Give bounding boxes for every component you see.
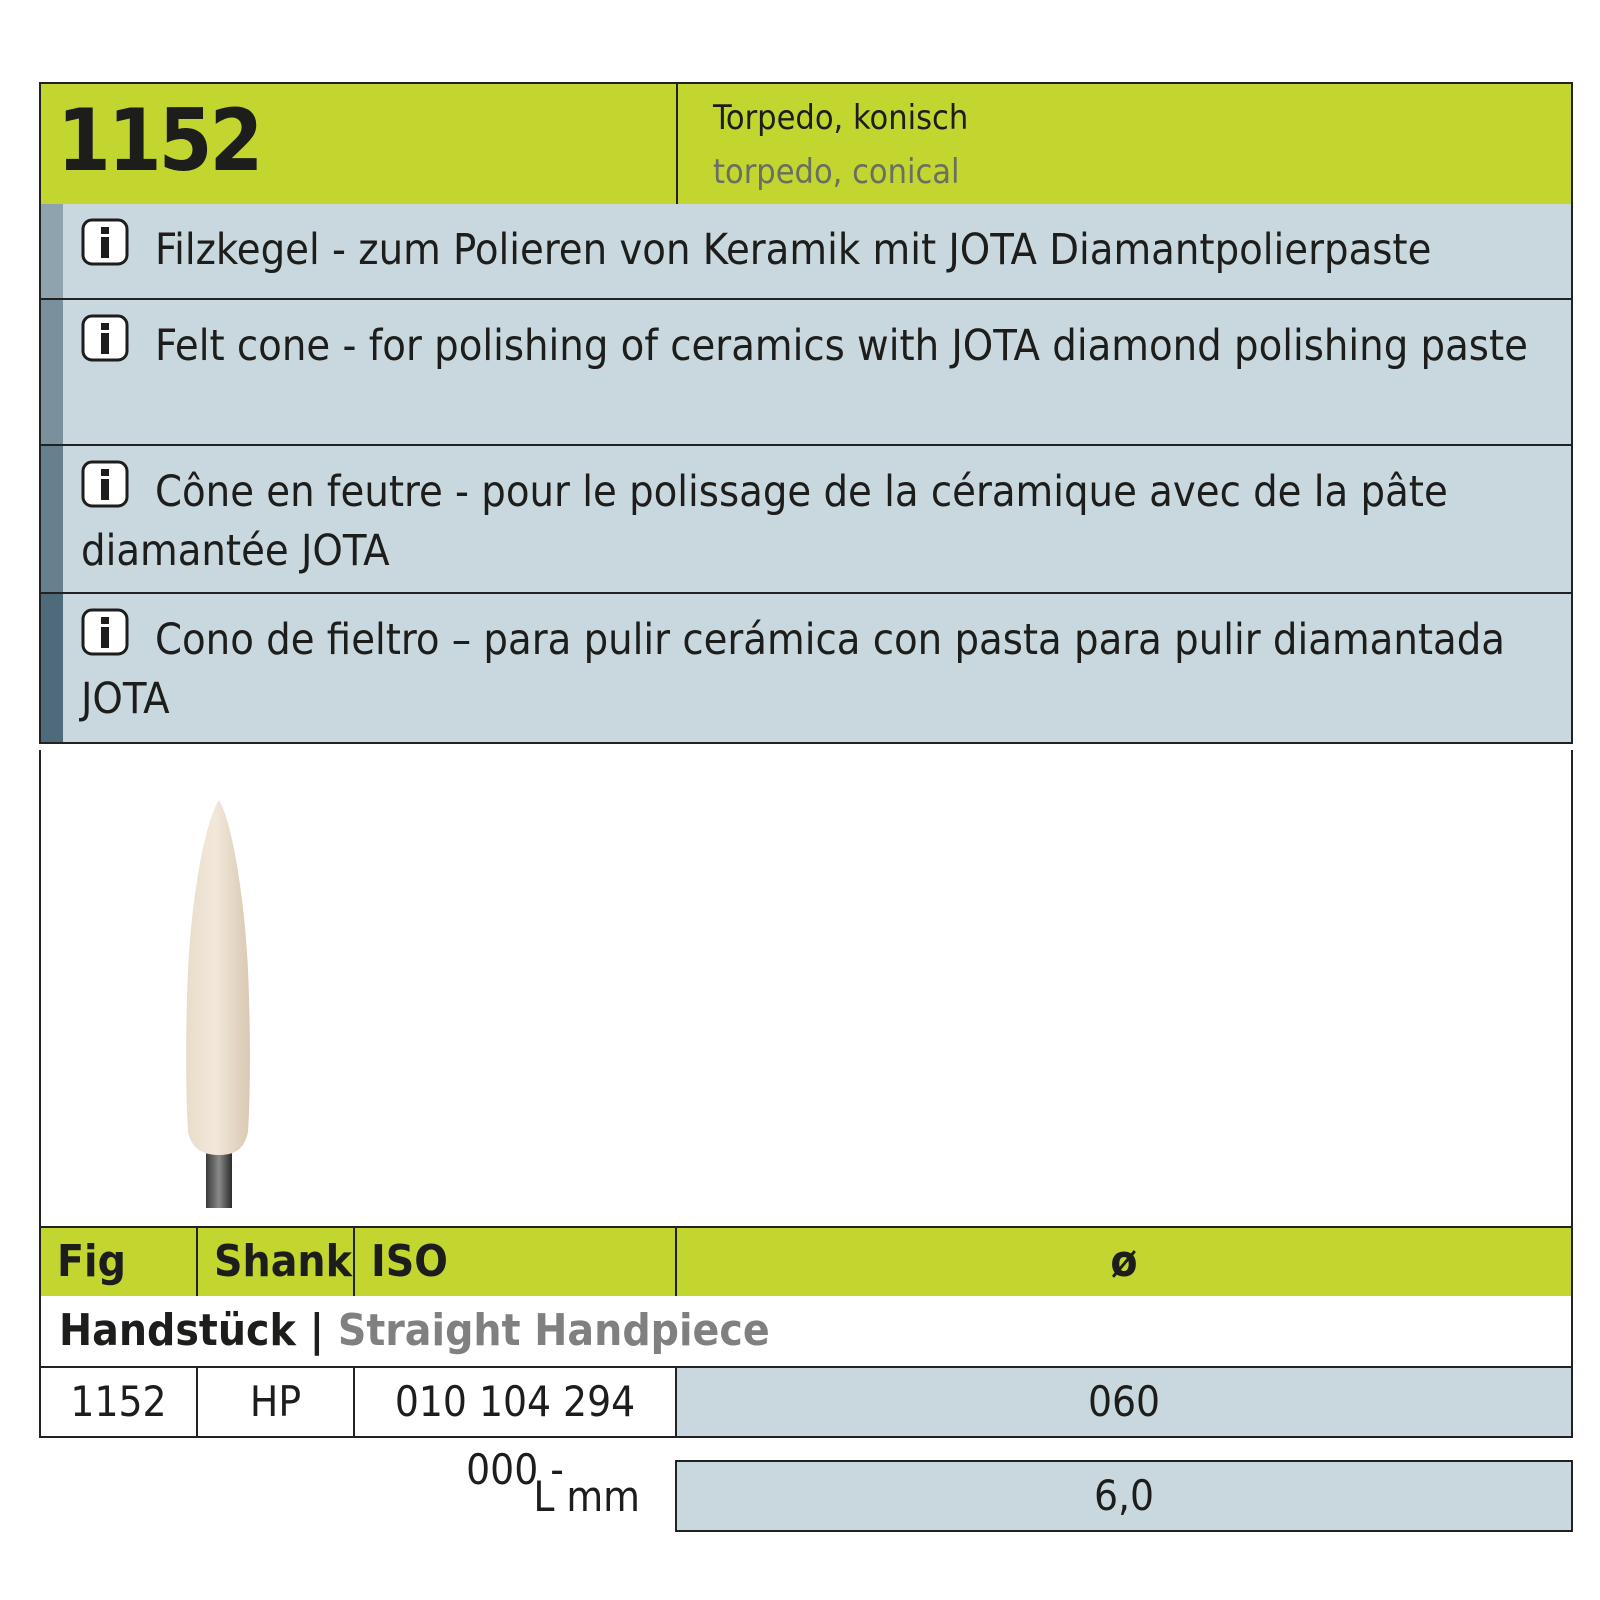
description-row-french — [39, 446, 1573, 594]
length-value: 6,0 — [675, 1460, 1573, 1532]
language-stripe — [41, 594, 63, 742]
length-label: L mm — [533, 1472, 640, 1521]
language-stripe — [41, 300, 63, 444]
info-icon — [81, 608, 129, 656]
product-code: 1152 — [57, 91, 261, 191]
column-header-iso: ISO — [371, 1236, 448, 1287]
info-icon — [81, 460, 129, 508]
description-text: Felt cone - for polishing of ceramics with JOTA diamond polishing paste — [155, 321, 1528, 371]
info-icon — [81, 314, 129, 362]
description-row-spanish — [39, 594, 1573, 744]
column-header-diameter: ø — [1110, 1236, 1138, 1287]
cell-iso: 010 104 294 000 - — [394, 1377, 636, 1494]
description-row-english — [39, 300, 1573, 446]
table-row — [39, 1368, 1573, 1494]
header-divider — [676, 84, 678, 204]
section-label — [39, 1296, 1573, 1368]
cell-shank: HP — [249, 1377, 302, 1426]
column-header-fig: Fig — [57, 1236, 126, 1287]
description-text: Filzkegel - zum Polieren von Keramik mit JOTA Diamantpolierpaste — [155, 225, 1432, 275]
language-stripe — [41, 204, 63, 298]
felt-cone-image — [136, 770, 296, 1210]
description-row-german — [39, 204, 1573, 300]
language-stripe — [41, 446, 63, 592]
cell-diameter: 060 — [677, 1368, 1571, 1436]
product-header — [39, 82, 1573, 206]
description-text: Cône en feutre - pour le polissage de la céramique avec de la pâte diamantée JOTA — [81, 467, 1448, 576]
column-header-shank: Shank — [214, 1236, 352, 1287]
description-text: Cono de fieltro – para pulir cerámica con pasta para pulir diamantada JOTA — [81, 615, 1506, 724]
product-image-area — [39, 750, 1573, 1226]
product-name-english: torpedo, conical — [713, 152, 960, 192]
cell-fig: 1152 — [70, 1377, 167, 1426]
section-label-german: Handstück — [59, 1305, 296, 1356]
section-label-english: Straight Handpiece — [337, 1305, 770, 1356]
product-name-german: Torpedo, konisch — [713, 98, 969, 138]
section-separator: | — [295, 1305, 338, 1356]
info-icon — [81, 218, 129, 266]
table-header — [39, 1226, 1573, 1298]
